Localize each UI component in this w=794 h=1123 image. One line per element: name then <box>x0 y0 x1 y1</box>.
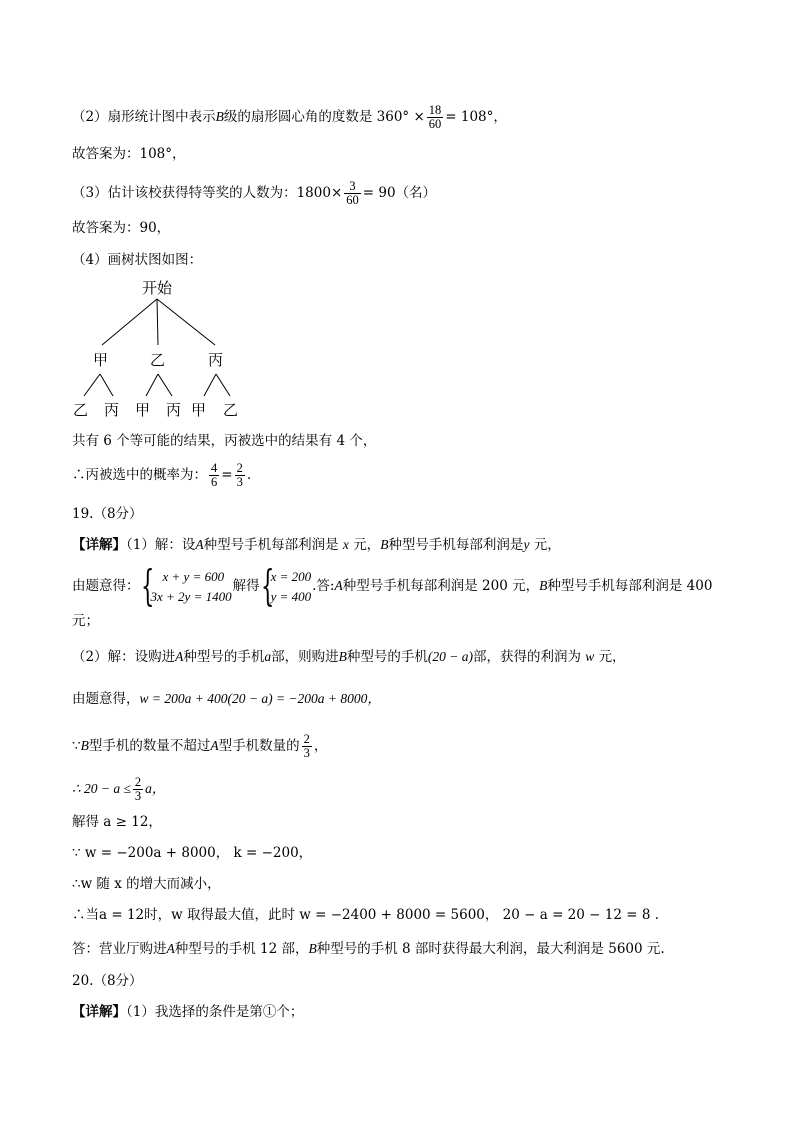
text: ， <box>313 738 328 754</box>
tree-node-level2: 甲 <box>191 401 207 419</box>
text: 部，获得的利润为 <box>472 649 581 665</box>
var: A <box>334 578 343 593</box>
tree-node-level2: 丙 <box>166 401 182 419</box>
expression: a， <box>145 781 166 796</box>
q19-because2: ∵ w = −200a + 8000， k = −200， <box>72 845 313 861</box>
text: 解得 <box>232 578 260 594</box>
var: w <box>585 649 595 664</box>
denominator: 60 <box>346 193 359 207</box>
text: 种型号手机每部利润是 400 <box>547 578 713 594</box>
q20-part1-line <box>72 1003 303 1021</box>
fraction <box>209 462 219 489</box>
tree-diagram <box>60 275 280 425</box>
tree-node-level2: 丙 <box>104 401 120 419</box>
branch-line <box>216 374 230 396</box>
text: ∴丙被选中的概率为： <box>72 467 207 483</box>
detail-label: 【详解】 <box>72 1004 126 1020</box>
q18-part4-line: （4）画树状图如图： <box>72 252 203 268</box>
expression: (20 − a) <box>427 649 473 664</box>
text: 种型号手机每部利润是 <box>388 537 524 553</box>
q19-part2-line <box>72 648 626 666</box>
numerator: 2 <box>303 732 310 746</box>
numerator: 2 <box>236 461 243 475</box>
branch-line <box>102 299 157 345</box>
text: = 90（名） <box>362 185 437 201</box>
tree-node-level1: 乙 <box>150 351 166 369</box>
q20-heading: 20.（8分） <box>72 973 143 989</box>
branch-line <box>158 374 172 396</box>
text: （2）解：设购进 <box>72 649 176 665</box>
equation: 3x + 2y = 1400 <box>150 588 232 604</box>
branch-line <box>84 374 100 396</box>
branch-line <box>146 374 158 396</box>
q18-summary: 共有 6 个等可能的结果，丙被选中的结果有 4 个， <box>72 433 377 449</box>
equation: x + y = 600 <box>162 568 225 584</box>
q19-final-answer <box>72 940 665 958</box>
q18-part3-answer: 故答案为：90， <box>72 220 171 236</box>
var: B <box>308 941 317 956</box>
denominator: 3 <box>303 746 310 760</box>
var: A <box>210 738 219 753</box>
var: B <box>338 649 347 664</box>
text: 种型号手机每部利润是 200 元， <box>342 578 540 594</box>
tree-node-level2: 甲 <box>135 401 151 419</box>
equation: x = 200 <box>270 568 312 584</box>
brace-icon: { <box>260 560 274 610</box>
q19-solve2: 解得 a ≥ 12， <box>72 814 162 830</box>
fraction <box>427 104 444 131</box>
text: 种型号的手机 12 部， <box>174 941 309 957</box>
text: 种型号的手机 <box>346 649 428 665</box>
var: B <box>215 109 224 124</box>
text: （3）估计该校获得特等奖的人数为：1800× <box>72 185 343 201</box>
denominator: 6 <box>211 475 218 489</box>
q19-part1-tail: 元； <box>72 613 99 629</box>
numerator: 18 <box>428 103 442 117</box>
text: 答：营业厅购进 <box>72 941 167 957</box>
text: 元， <box>533 537 561 553</box>
text: = 108°， <box>445 109 507 125</box>
denominator: 60 <box>428 117 442 131</box>
text: 种型号的手机 8 部时获得最大利润，最大利润是 5600 元. <box>316 941 665 957</box>
var: a <box>264 649 272 664</box>
var: A <box>166 941 175 956</box>
var: x <box>342 537 349 552</box>
q19-heading: 19.（8分） <box>72 506 143 522</box>
numerator: 4 <box>211 461 218 475</box>
text: 部，则购进 <box>271 649 339 665</box>
text: （1）我选择的条件是第①个； <box>126 1004 304 1020</box>
text: 级的扇形圆心角的度数是 360° × <box>223 109 425 125</box>
tree-root: 开始 <box>142 279 173 297</box>
q19-part1-line <box>72 536 561 554</box>
equation-system <box>140 560 232 610</box>
q19-therefore1: ∴w 随 x 的增大而减小， <box>72 876 221 892</box>
text: （2）扇形统计图中表示 <box>72 109 216 125</box>
branch-line <box>157 299 158 345</box>
text: 由题意得： <box>72 578 140 594</box>
text: 种型号的手机 <box>183 649 265 665</box>
text: （1）解：设 <box>126 537 196 553</box>
text: 元， <box>598 649 626 665</box>
equation: w = 200a + 400(20 − a) = −200a + 8000， <box>139 691 381 706</box>
solution-system <box>260 560 312 610</box>
brace-icon: { <box>140 560 154 610</box>
text: = <box>221 467 233 483</box>
q18-part3-line <box>72 180 436 207</box>
numerator: 2 <box>134 775 142 789</box>
fraction <box>344 180 361 207</box>
var: A <box>175 649 184 664</box>
var: B <box>80 738 89 753</box>
var: A <box>195 537 204 552</box>
numerator: 3 <box>344 180 361 194</box>
q19-system-line <box>72 560 713 610</box>
branch-line <box>157 299 215 345</box>
var: y <box>523 537 530 552</box>
tree-node-level1: 丙 <box>208 351 224 369</box>
text: 由题意得， <box>72 691 140 707</box>
text: .答: <box>312 578 335 594</box>
detail-label: 【详解】 <box>72 537 126 553</box>
text: 元， <box>353 537 381 553</box>
q18-part2-line <box>72 104 507 131</box>
text: ∵ <box>72 738 81 754</box>
branch-line <box>204 374 216 396</box>
q18-part2-answer: 故答案为：108°， <box>72 146 186 162</box>
text: 种型号手机每部利润是 <box>203 537 339 553</box>
fraction <box>235 462 245 489</box>
text: 型手机数量的 <box>218 738 300 754</box>
q19-w-equation <box>72 690 381 708</box>
tree-node-level2: 乙 <box>73 401 89 419</box>
branch-line <box>100 374 113 396</box>
fraction <box>302 733 312 760</box>
fraction <box>133 776 143 803</box>
text: 型手机的数量不超过 <box>88 738 211 754</box>
tree-node-level1: 甲 <box>93 351 109 369</box>
var: B <box>380 537 389 552</box>
text: . <box>246 467 252 483</box>
q19-because1 <box>72 733 327 760</box>
equation: y = 400 <box>270 588 312 604</box>
tree-node-level2: 乙 <box>223 401 239 419</box>
q19-therefore2: ∴当a = 12时，w 取得最大值，此时 w = −2400 + 8000 = 5600， 20 − a = 20 − 12 = 8 . <box>72 907 659 923</box>
q18-probability-line <box>72 462 251 489</box>
var: B <box>539 578 548 593</box>
q19-inequality <box>72 776 165 803</box>
denominator: 3 <box>134 789 142 803</box>
expression: ∴ 20 − a ≤ <box>72 781 131 796</box>
denominator: 3 <box>236 475 243 489</box>
